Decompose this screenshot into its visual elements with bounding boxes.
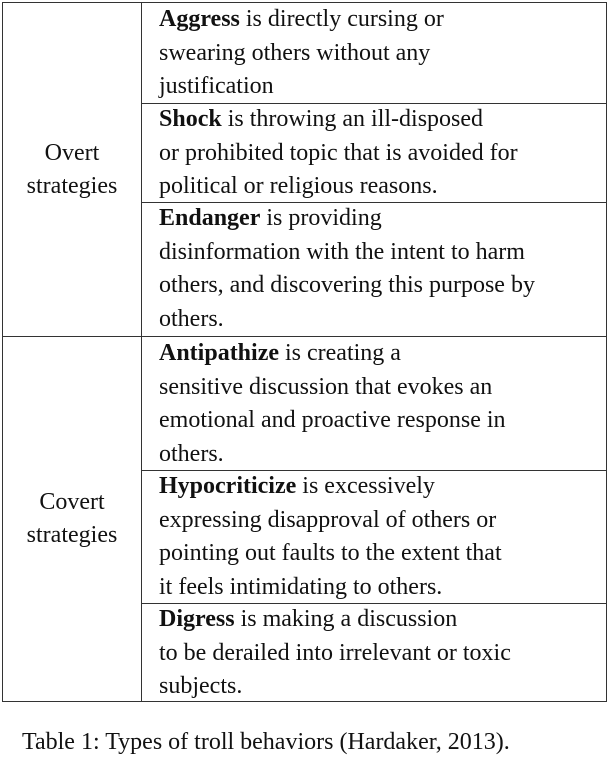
category-label [3,3,141,337]
term: Endanger [159,205,261,231]
category-label [3,337,141,701]
group-overt [3,3,606,337]
term: Aggress [159,6,240,32]
definition-text: expressing disapproval of others or [159,506,497,533]
category-line: Covert [39,489,105,515]
definition-text: others. [159,440,224,467]
definition-text: disinformation with the intent to harm [159,238,525,265]
definition-text: is making a discussion [234,606,458,632]
definition-endanger [142,202,606,337]
definition-text: is excessively [296,473,435,499]
term: Hypocriticize [159,473,297,499]
definition-text: is providing [260,205,382,231]
definition-text: it feels intimidating to others. [159,573,443,600]
definition-text: sensitive discussion that evokes an [159,373,493,400]
category-line: Overt [44,140,100,166]
definition-text: political or religious reasons. [159,173,438,199]
definition-text: swearing others without any [159,39,431,66]
definition-text: others, and discovering this purpose by [159,272,535,298]
table-caption: Table 1: Types of troll behaviors (Hardaker, 2013). [22,729,510,755]
definition-digress [142,603,606,701]
term: Digress [159,606,235,632]
definition-shock [142,103,606,202]
category-line: strategies [26,173,118,199]
group-covert [3,337,606,701]
definition-text: is throwing an ill-disposed [221,106,484,132]
definition-text: others. [159,305,224,332]
definition-text: or prohibited topic that is avoided for [159,139,518,166]
definition-aggress [142,3,606,103]
definition-text: is directly cursing or [239,6,444,32]
definition-antipathize [142,337,606,470]
definition-text: pointing out faults to the extent that [159,540,502,566]
definitions-column [141,3,606,337]
definition-text: justification [159,73,274,99]
category-line: strategies [26,522,118,548]
term: Shock [159,106,222,132]
definition-text: is creating a [279,340,401,366]
definitions-column [141,337,606,701]
definition-text: emotional and proactive response in [159,407,506,433]
definition-text: subjects. [159,673,243,699]
definition-text: to be derailed into irrelevant or toxic [159,639,511,666]
term: Antipathize [159,340,279,366]
definition-hypocriticize [142,470,606,603]
troll-strategies-table [2,2,607,702]
